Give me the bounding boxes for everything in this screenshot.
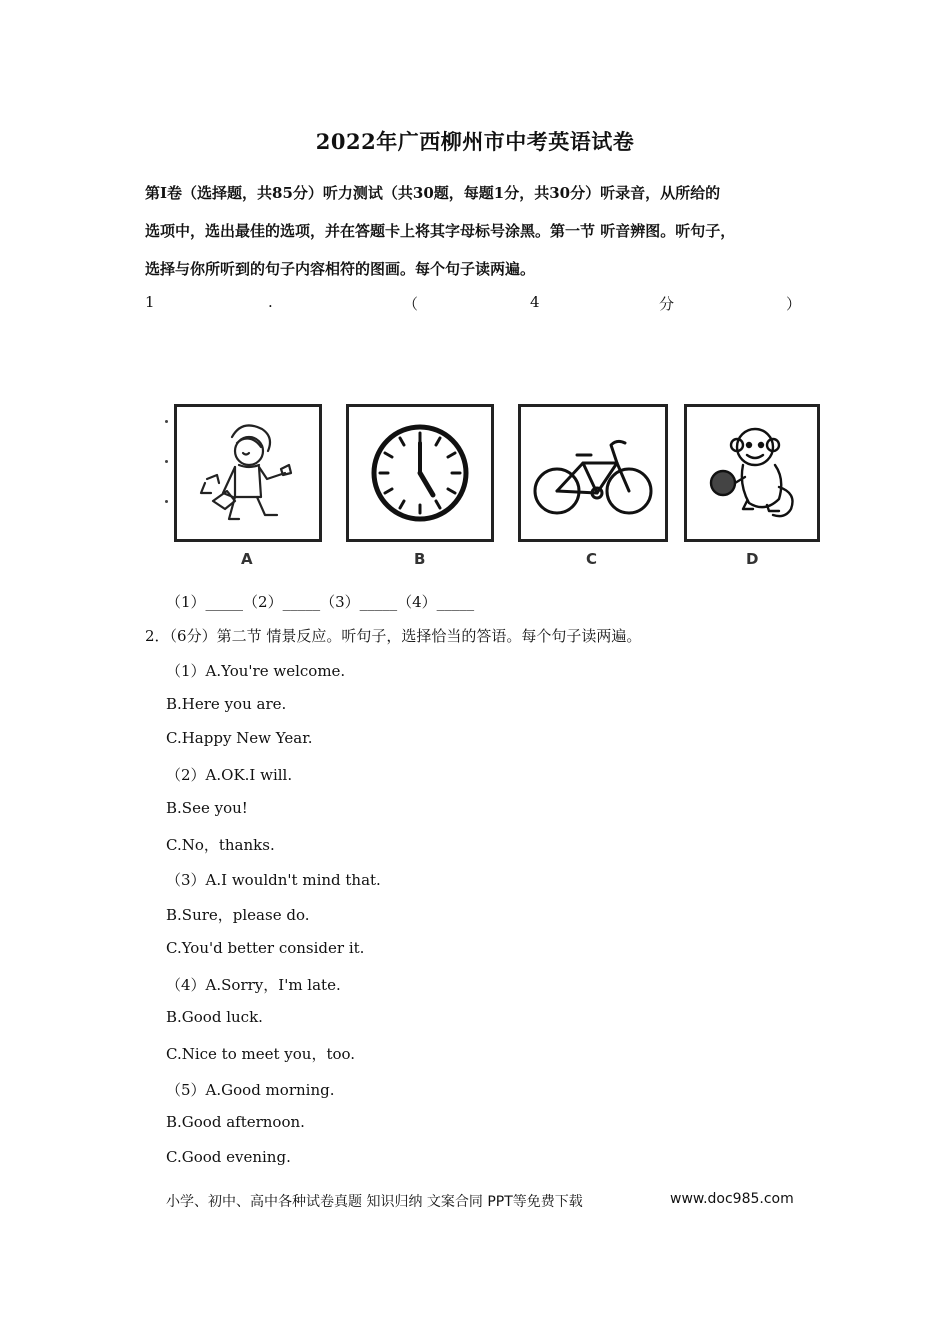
page-title: 2022年广西柳州市中考英语试卷: [315, 129, 635, 154]
footer-url[interactable]: www.doc985.com: [670, 1191, 794, 1207]
option-line: B.Here you are.: [166, 695, 287, 713]
option-line: B.See you!: [166, 799, 248, 817]
question-2-header: 2．（6分）第二节 情景反应。听句子，选择恰当的答语。每个句子读两遍。: [145, 627, 642, 645]
option-line: C.Happy New Year.: [166, 729, 313, 747]
picture-label-c: C: [586, 550, 598, 568]
picture-label-a: A: [241, 550, 253, 568]
picture-b: [346, 404, 494, 542]
picture-label-d: D: [746, 550, 759, 568]
points-value: 4: [530, 293, 540, 311]
question-dot: .: [268, 293, 273, 311]
option-line: B.Good luck.: [166, 1008, 263, 1026]
option-line: （3）A.I wouldn't mind that.: [166, 871, 381, 889]
girl-icon: [177, 407, 319, 539]
picture-a: [174, 404, 322, 542]
picture-c: [518, 404, 668, 542]
answer-blanks: （1）_____（2）_____（3）_____（4）_____: [166, 593, 475, 611]
option-line: C.No，thanks.: [166, 836, 275, 854]
option-line: B.Sure，please do.: [166, 906, 310, 924]
bicycle-icon: [521, 407, 665, 539]
option-line: （1）A.You're welcome.: [166, 662, 346, 680]
footer-text: 小学、初中、高中各种试卷真题 知识归纳 文案合同 PPT等免费下载: [166, 1194, 583, 1210]
picture-label-b: B: [414, 550, 426, 568]
option-line: C.Nice to meet you，too.: [166, 1045, 356, 1063]
clock-icon: [349, 407, 491, 539]
intro-line-2: 选项中，选出最佳的选项，并在答题卡上将其字母标号涂黑。第一节 听音辨图。听句子，: [145, 222, 736, 240]
option-line: （5）A.Good morning.: [166, 1081, 335, 1099]
intro-line-3: 选择与你所听到的句子内容相符的图画。每个句子读两遍。: [145, 260, 536, 278]
question-number: 1: [145, 293, 155, 311]
option-line: B.Good afternoon.: [166, 1113, 305, 1131]
option-line: （4）A.Sorry，I'm late.: [166, 976, 341, 994]
scan-mark: [165, 420, 168, 423]
scan-mark: [165, 460, 168, 463]
option-line: C.Good evening.: [166, 1148, 291, 1166]
right-paren: ）: [786, 295, 802, 313]
points-unit: 分: [659, 295, 675, 313]
option-line: C.You'd better consider it.: [166, 939, 365, 957]
intro-line-1: 第Ⅰ卷（选择题，共85分）听力测试（共30题，每题1分，共30分）听录音，从所给的: [145, 184, 721, 202]
picture-d: [684, 404, 820, 542]
option-line: （2）A.OK.I will.: [166, 766, 293, 784]
scan-mark: [165, 500, 168, 503]
left-paren: （: [403, 295, 419, 313]
monkey-icon: [687, 407, 817, 539]
